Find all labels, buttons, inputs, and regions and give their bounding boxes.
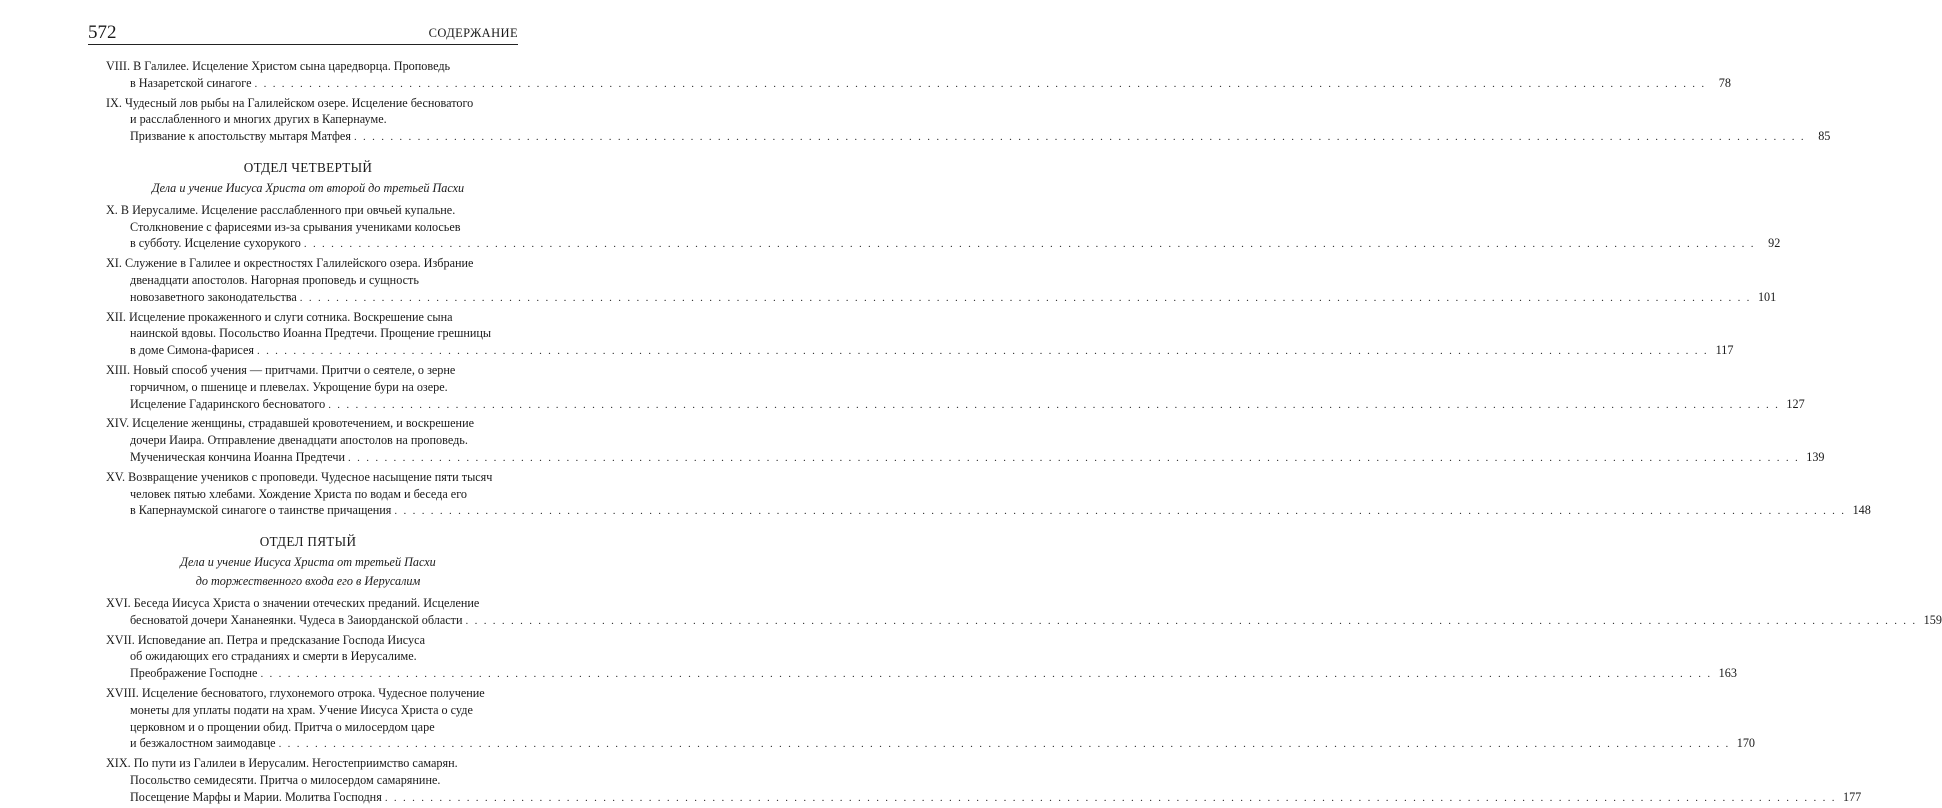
dot-leader xyxy=(260,666,1711,683)
toc-entry-text: Мученическая кончина Иоанна Предтечи xyxy=(130,449,346,464)
toc-entry-line xyxy=(106,432,510,449)
toc-entry-line xyxy=(106,702,510,719)
section-heading xyxy=(106,534,510,589)
dot-leader xyxy=(348,450,1799,467)
toc-entry-line xyxy=(106,612,1942,630)
section-title: ОТДЕЛ ПЯТЫЙ xyxy=(259,534,357,550)
toc-entry-text: Посольство семидесяти. Притча о милосердом самарянине. xyxy=(130,772,441,787)
toc-entry-text: XIX. По пути из Галилеи в Иерусалим. Негостеприимство самарян. xyxy=(106,756,458,771)
toc-entry-line xyxy=(106,362,510,379)
running-title: СОДЕРЖАНИЕ xyxy=(428,26,518,40)
dot-leader xyxy=(279,736,1730,753)
toc-entry xyxy=(106,362,1805,413)
toc-entry-text: XV. Возвращение учеников с проповеди. Чудесное насыщение пяти тысяч xyxy=(106,469,493,484)
toc-entry-line xyxy=(106,486,510,503)
toc-entry xyxy=(106,755,1862,806)
toc-entry-line xyxy=(106,95,510,112)
toc-entry-text: Исцеление Гадаринского бесноватого xyxy=(130,396,326,411)
toc-entry-line xyxy=(106,415,510,432)
toc-entry-text: XVII. Исповедание ап. Петра и предсказание Господа Иисуса xyxy=(106,632,426,647)
toc-entry-text: и расслабленного и многих других в Капернауме. xyxy=(130,112,387,127)
section-heading xyxy=(106,160,510,196)
toc-entry xyxy=(106,685,1756,753)
toc-entry-text: в субботу. Исцеление сухорукого xyxy=(130,236,301,251)
toc-entry-text: бесноватой дочери Хананеянки. Чудеса в Заиорданской области xyxy=(130,612,463,627)
toc-entry-text: горчичном, о пшенице и плевелах. Укрощение бури на озере. xyxy=(130,379,448,394)
dot-leader xyxy=(304,236,1755,253)
toc-entry-line xyxy=(106,469,510,486)
toc-entry-line xyxy=(106,219,510,236)
toc-page-number: 117 xyxy=(1715,343,1734,358)
toc-page-number: 159 xyxy=(1923,612,1942,627)
dot-leader xyxy=(300,290,1751,307)
toc-entry-line xyxy=(106,255,510,272)
table-of-contents xyxy=(106,58,1942,808)
toc-entry-line xyxy=(106,379,510,396)
toc-entry-text: наинской вдовы. Посольство Иоанна Предтечи. Прощение грешницы xyxy=(130,326,492,341)
toc-page-number: 127 xyxy=(1786,396,1805,411)
toc-entry-line xyxy=(106,309,510,326)
toc-entry xyxy=(106,95,1831,146)
dot-leader xyxy=(257,343,1708,360)
dot-leader xyxy=(255,76,1706,93)
toc-entry-line xyxy=(106,595,510,612)
toc-entry-text: двенадцати апостолов. Нагорная проповедь и сущность xyxy=(130,272,419,287)
toc-entry-text: и безжалостном заимодавце xyxy=(130,736,276,751)
section-subtitle: до торжественного входа его в Иерусалим xyxy=(195,573,421,588)
toc-entry-line xyxy=(106,735,1756,753)
toc-entry-text: дочери Иаира. Отправление двенадцати апостолов на проповедь. xyxy=(130,433,468,448)
toc-entry-text: Столкновение с фарисеями из-за срывания учениками колосьев xyxy=(130,219,461,234)
section-subtitle: Дела и учение Иисуса Христа от второй до третьей Пасхи xyxy=(151,180,465,195)
toc-entry-line xyxy=(106,685,510,702)
toc-entry-line xyxy=(106,396,1805,414)
toc-entry-line xyxy=(106,325,510,342)
dot-leader xyxy=(394,503,1845,520)
toc-entry-text: монеты для уплаты подати на храм. Учение Иисуса Христа о суде xyxy=(130,702,473,717)
toc-entry-text: в доме Симона-фарисея xyxy=(130,343,254,358)
section-title: ОТДЕЛ ЧЕТВЕРТЫЙ xyxy=(243,159,373,175)
toc-entry-line xyxy=(106,755,510,772)
toc-entry-line xyxy=(106,502,1871,520)
toc-page-number: 170 xyxy=(1736,736,1756,751)
toc-page-number: 163 xyxy=(1718,666,1737,681)
toc-entry xyxy=(106,309,1734,360)
toc-entry-text: XIII. Новый способ учения — притчами. Притчи о сеятеле, о зерне xyxy=(106,362,456,377)
toc-entry-line xyxy=(106,111,510,128)
toc-entry-line xyxy=(106,648,510,665)
toc-page-number: 78 xyxy=(1718,75,1731,90)
toc-entry-text: об ожидающих его страданиях и смерти в Иерусалиме. xyxy=(130,649,417,664)
toc-entry-line xyxy=(106,789,1862,807)
dot-leader xyxy=(385,790,1836,807)
toc-entry xyxy=(106,202,1781,253)
toc-entry-text: в Капернаумской синагоге о таинстве причащения xyxy=(130,503,392,518)
toc-entry xyxy=(106,255,1777,306)
toc-entry-line xyxy=(106,272,510,289)
toc-entry-text: Преображение Господне xyxy=(130,666,258,681)
toc-entry-text: XII. Исцеление прокаженного и слуги сотника. Воскрешение сына xyxy=(106,309,453,324)
toc-entry-line xyxy=(106,772,510,789)
toc-page-number: 148 xyxy=(1852,503,1871,518)
toc-page-number: 177 xyxy=(1842,789,1862,804)
toc-entry-line xyxy=(106,202,510,219)
toc-entry-line xyxy=(106,235,1781,253)
toc-entry-text: Призвание к апостольству мытаря Матфея xyxy=(130,129,351,144)
page-number: 572 xyxy=(88,22,117,43)
toc-entry-line xyxy=(106,632,510,649)
toc-page-number: 92 xyxy=(1768,236,1781,251)
toc-entry-text: XIV. Исцеление женщины, страдавшей кровотечением, и воскрешение xyxy=(106,416,474,431)
toc-entry-text: VIII. В Галилее. Исцеление Христом сына царедворца. Проповедь xyxy=(106,59,451,73)
toc-page-number: 101 xyxy=(1757,289,1777,304)
toc-entry xyxy=(106,595,1942,630)
toc-entry-text: XVIII. Исцеление бесноватого, глухонемого отрока. Чудесное получение xyxy=(106,685,485,700)
toc-entry-line xyxy=(106,342,1734,360)
toc-entry-line xyxy=(106,665,1737,683)
toc-entry-line xyxy=(106,449,1825,467)
toc-entry-text: Посещение Марфы и Марии. Молитва Господня xyxy=(130,789,382,804)
toc-entry xyxy=(106,632,1737,683)
toc-entry-text: XI. Служение в Галилее и окрестностях Галилейского озера. Избрание xyxy=(106,256,474,271)
toc-page-number: 139 xyxy=(1806,449,1825,464)
toc-entry xyxy=(106,415,1825,466)
section-subtitle: Дела и учение Иисуса Христа от третьей Пасхи xyxy=(180,554,436,569)
toc-entry-line xyxy=(106,719,510,736)
toc-entry-text: человек пятью хлебами. Хождение Христа по водам и беседа его xyxy=(130,486,468,501)
toc-entry-text: X. В Иерусалиме. Исцеление расслабленного при овчьей купальне. xyxy=(106,202,456,217)
toc-entry-line xyxy=(106,128,1831,146)
toc-entry-text: в Назаретской синагоге xyxy=(130,75,252,90)
dot-leader xyxy=(466,613,1917,630)
toc-entry xyxy=(106,469,1871,520)
toc-page-number: 85 xyxy=(1818,129,1831,144)
page-header xyxy=(88,22,518,45)
toc-entry-text: новозаветного законодательства xyxy=(130,289,297,304)
toc-entry-line xyxy=(106,289,1777,307)
toc-entry-text: IX. Чудесный лов рыбы на Галилейском озере. Исцеление бесноватого xyxy=(106,95,474,110)
toc-entry-line xyxy=(106,58,510,75)
dot-leader xyxy=(328,397,1779,414)
toc-entry xyxy=(106,58,1731,93)
toc-entry-line xyxy=(106,75,1731,93)
toc-entry-text: церковном и о прощении обид. Притча о милосердом царе xyxy=(130,719,435,734)
toc-entry-text: XVI. Беседа Иисуса Христа о значении отеческих преданий. Исцеление xyxy=(106,595,480,610)
dot-leader xyxy=(354,129,1805,146)
